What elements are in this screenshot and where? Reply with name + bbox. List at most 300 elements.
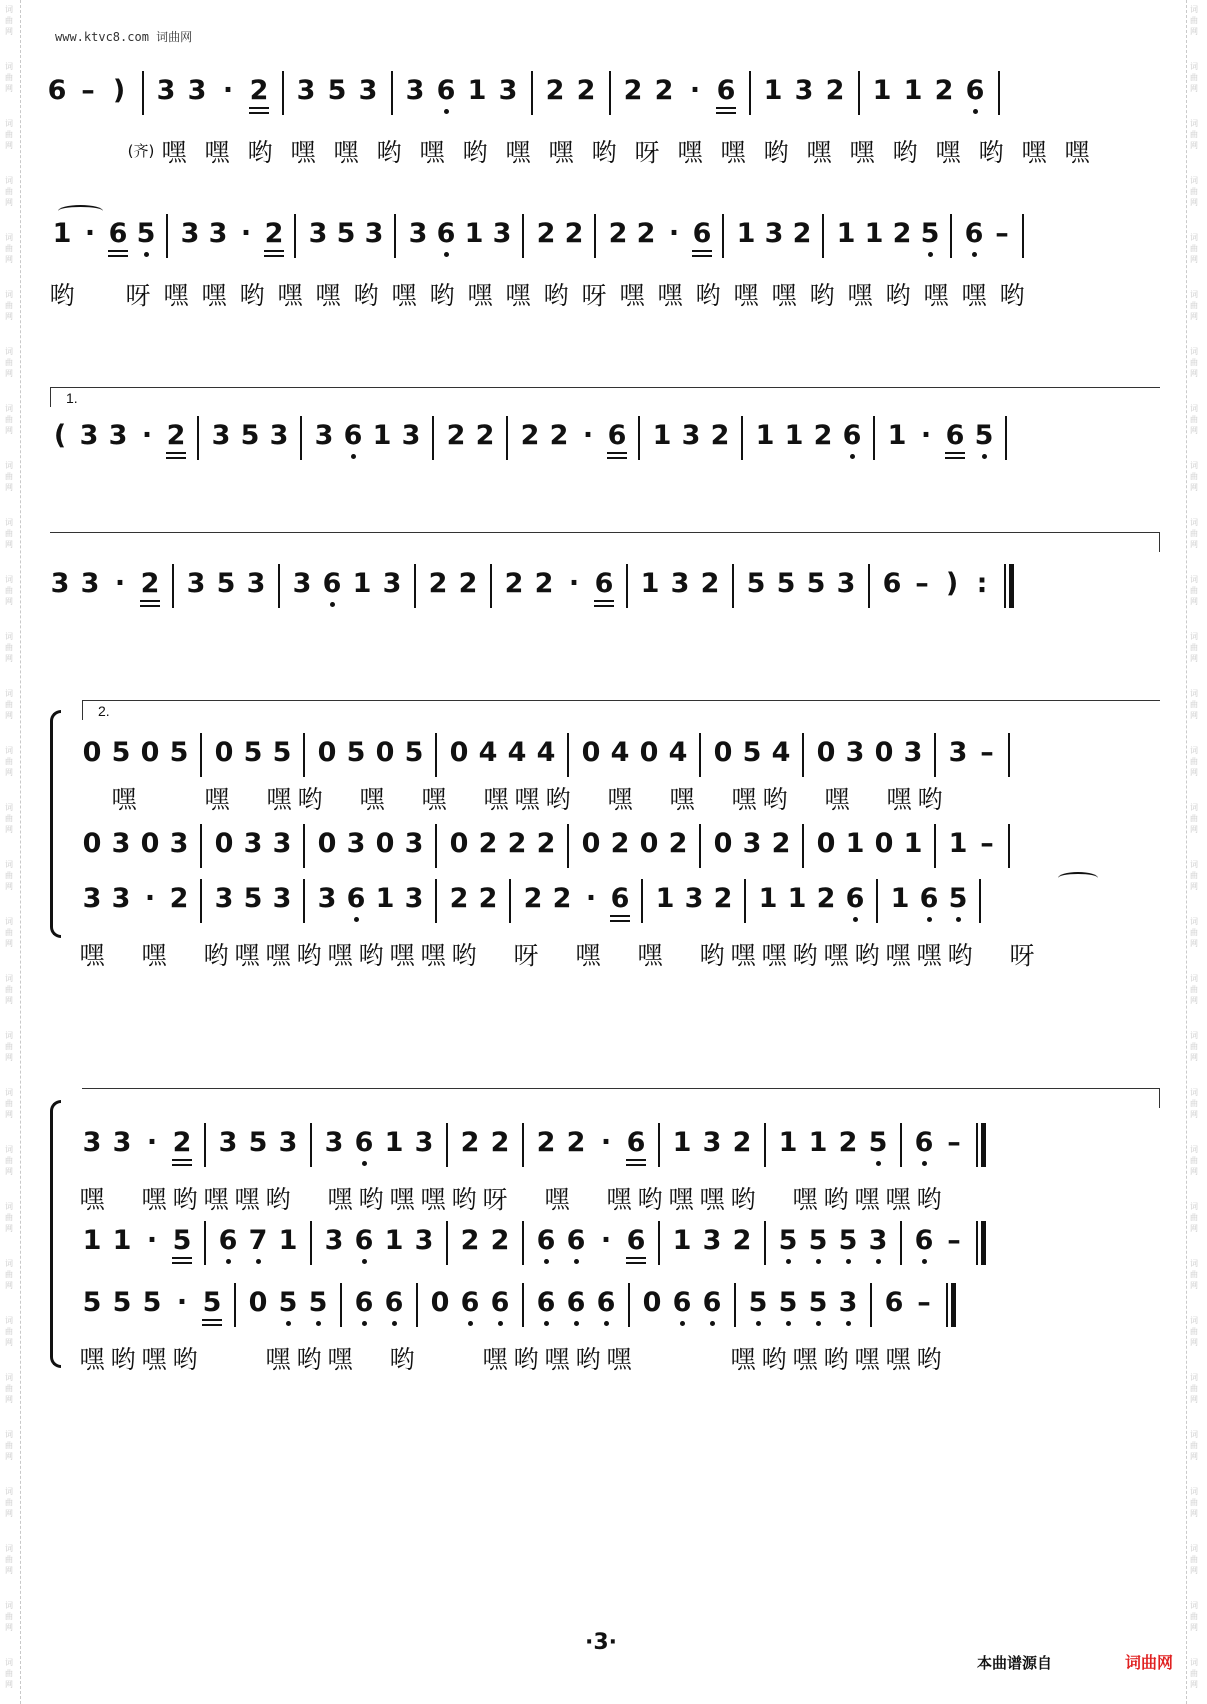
watermark-glyph: 网: [5, 939, 13, 948]
note: 5: [216, 568, 236, 599]
lyric-syllable: 嘿: [792, 1345, 818, 1374]
lyric-syllable: 嘿: [467, 281, 493, 310]
watermark-glyph: 网: [1190, 768, 1198, 777]
barline: [594, 214, 596, 258]
underline: [610, 920, 630, 922]
note: 3: [764, 218, 784, 249]
underline: [716, 107, 736, 109]
low-octave-dot: [144, 252, 149, 257]
lyric-syllable: 嘿: [265, 941, 291, 970]
note: 5: [778, 1225, 798, 1256]
watermark-glyph: 曲: [5, 358, 13, 367]
note: 3: [79, 420, 99, 451]
watermark-glyph: 词: [1190, 461, 1198, 470]
note: 5: [243, 737, 263, 768]
lyric-syllable: 嘿: [482, 1345, 508, 1374]
lyric-syllable: 哟: [203, 941, 229, 970]
barline: [282, 71, 284, 115]
watermark-glyph: 网: [1190, 1566, 1198, 1575]
watermark-glyph: 曲: [1190, 1042, 1198, 1051]
note: 5: [806, 568, 826, 599]
watermark-glyph: 网: [5, 1338, 13, 1347]
volta-bracket: [50, 532, 1160, 533]
watermark-glyph: 曲: [5, 1213, 13, 1222]
lyric-syllable: 哟: [699, 941, 725, 970]
lyric-syllable: 嘿: [730, 941, 756, 970]
note: –: [915, 568, 929, 599]
lyric-syllable: 哟: [451, 1185, 477, 1214]
note: 3: [186, 568, 206, 599]
barline: [641, 879, 643, 923]
low-octave-dot: [362, 1161, 367, 1166]
site-name[interactable]: 词曲网: [156, 30, 193, 44]
note: 1: [903, 828, 923, 859]
watermark-glyph: 网: [5, 141, 13, 150]
watermark-glyph: 网: [5, 711, 13, 720]
note: 2: [520, 420, 540, 451]
watermark-glyph: 网: [1190, 483, 1198, 492]
volta-label: 2.: [98, 703, 110, 719]
note: 3: [296, 75, 316, 106]
watermark-glyph: 曲: [5, 586, 13, 595]
barline: [310, 1221, 312, 1265]
note: 5: [920, 218, 940, 249]
note: 5: [142, 1287, 162, 1318]
lyric-syllable: 嘿: [201, 281, 227, 310]
barline: [416, 1283, 418, 1327]
lyric-syllable: 哟: [513, 1345, 539, 1374]
note: 3: [868, 1225, 888, 1256]
watermark-glyph: 网: [5, 312, 13, 321]
note: 2: [549, 420, 569, 451]
watermark-glyph: 词: [5, 1259, 13, 1268]
note: 6: [702, 1287, 722, 1318]
lyric-syllable: 嘿: [359, 785, 385, 814]
watermark-glyph: 词: [5, 1145, 13, 1154]
watermark-glyph: 网: [1190, 882, 1198, 891]
note: 0: [449, 737, 469, 768]
note: 3: [382, 568, 402, 599]
lyric-syllable: 嘿: [720, 138, 746, 167]
low-octave-dot: [444, 252, 449, 257]
note: 5: [746, 568, 766, 599]
note: 3: [112, 1127, 132, 1158]
volta-bracket-end: [50, 387, 51, 407]
note: 3: [50, 568, 70, 599]
low-octave-dot: [226, 1259, 231, 1264]
note: 1: [672, 1225, 692, 1256]
watermark-glyph: 网: [1190, 141, 1198, 150]
final-barline-thick: [981, 1221, 986, 1265]
watermark-glyph: 曲: [1190, 1213, 1198, 1222]
watermark-glyph: 网: [5, 882, 13, 891]
watermark-glyph: 词: [5, 5, 13, 14]
barline: [303, 879, 305, 923]
low-octave-dot: [444, 109, 449, 114]
watermark-glyph: 网: [5, 426, 13, 435]
lyric-syllable: 嘿: [1064, 138, 1090, 167]
barline: [435, 733, 437, 777]
watermark-glyph: 网: [5, 654, 13, 663]
watermark-glyph: 曲: [1190, 1384, 1198, 1393]
lyric-syllable: 嘿: [935, 138, 961, 167]
lyric-syllable: 嘿: [733, 281, 759, 310]
lyric-syllable: 哟: [591, 138, 617, 167]
barline: [204, 1123, 206, 1167]
note: 3: [401, 420, 421, 451]
note: 3: [317, 883, 337, 914]
barline: [1008, 824, 1010, 868]
lyric-syllable: 嘿: [483, 785, 509, 814]
barline: [934, 824, 936, 868]
lyric-syllable: 哟: [429, 281, 455, 310]
note: 2: [934, 75, 954, 106]
note: 2: [576, 75, 596, 106]
lyric-syllable: 哟: [172, 1345, 198, 1374]
watermark-glyph: 曲: [1190, 928, 1198, 937]
lyric-syllable: 哟: [917, 785, 943, 814]
lyric-syllable: 嘿: [315, 281, 341, 310]
note: –: [947, 1225, 961, 1256]
note: 3: [292, 568, 312, 599]
lyric-syllable: 哟: [854, 941, 880, 970]
lyric-syllable: 嘿: [333, 138, 359, 167]
watermark-glyph: 曲: [1190, 814, 1198, 823]
barline: [658, 1123, 660, 1167]
note: 1: [903, 75, 923, 106]
lyric-syllable: 嘿: [771, 281, 797, 310]
note: ·: [240, 218, 252, 249]
note: 0: [214, 737, 234, 768]
group-mark: (齐): [127, 142, 155, 160]
low-octave-dot: [574, 1321, 579, 1326]
note: 2: [732, 1225, 752, 1256]
barline: [628, 1283, 630, 1327]
note: 0: [317, 828, 337, 859]
note: 3: [903, 737, 923, 768]
final-barline: [976, 1221, 978, 1265]
watermark-glyph: 曲: [1190, 985, 1198, 994]
low-octave-dot: [786, 1259, 791, 1264]
underline: [626, 1164, 646, 1166]
footer-source-label: 本曲谱源自: [977, 1654, 1053, 1672]
note: 3: [408, 218, 428, 249]
watermark-glyph: 网: [1190, 1110, 1198, 1119]
barline: [734, 1283, 736, 1327]
lyric-syllable: 嘿: [420, 941, 446, 970]
note: –: [980, 737, 994, 768]
note: 2: [504, 568, 524, 599]
lyric-syllable: 嘿: [389, 1185, 415, 1214]
watermark-glyph: 词: [1190, 404, 1198, 413]
watermark-glyph: 网: [1190, 312, 1198, 321]
note: 2: [140, 568, 160, 599]
note: –: [81, 75, 95, 106]
note: 2: [458, 568, 478, 599]
note: 1: [787, 883, 807, 914]
note: 3: [278, 1127, 298, 1158]
lyric-syllable: 嘿: [669, 785, 695, 814]
underline: [166, 452, 186, 454]
note: 1: [278, 1225, 298, 1256]
note: ): [945, 568, 959, 599]
note: 5: [748, 1287, 768, 1318]
barline: [522, 1283, 524, 1327]
note: 5: [336, 218, 356, 249]
note: 0: [639, 737, 659, 768]
underline: [716, 112, 736, 114]
underline: [172, 1262, 192, 1264]
barline: [204, 1221, 206, 1265]
note: 3: [80, 568, 100, 599]
watermark-glyph: 词: [1190, 860, 1198, 869]
note: 0: [375, 737, 395, 768]
watermark-glyph: 曲: [5, 1042, 13, 1051]
note: 1: [655, 883, 675, 914]
barline: [873, 416, 875, 460]
lyric-syllable: 嘿: [677, 138, 703, 167]
barline: [609, 71, 611, 115]
note: 2: [428, 568, 448, 599]
barline: [858, 71, 860, 115]
site-header[interactable]: [55, 28, 192, 45]
lyric-syllable: 嘿: [699, 1185, 725, 1214]
note: 6: [845, 883, 865, 914]
lyric-syllable: 嘿: [668, 1185, 694, 1214]
watermark-glyph: 网: [1190, 198, 1198, 207]
watermark-glyph: 网: [1190, 1338, 1198, 1347]
final-barline: [946, 1283, 948, 1327]
low-octave-dot: [351, 454, 356, 459]
lyric-syllable: 呀: [1009, 941, 1035, 970]
watermark-glyph: 网: [1190, 654, 1198, 663]
note: 1: [352, 568, 372, 599]
note: 6: [566, 1287, 586, 1318]
note: 1: [375, 883, 395, 914]
watermark-glyph: 网: [1190, 255, 1198, 264]
note: 2: [507, 828, 527, 859]
watermark-glyph: 曲: [5, 1669, 13, 1678]
watermark-glyph: 词: [1190, 176, 1198, 185]
note: 6: [536, 1225, 556, 1256]
underline: [626, 1159, 646, 1161]
barline: [340, 1283, 342, 1327]
lyric-syllable: 嘿: [806, 138, 832, 167]
note: 3: [314, 420, 334, 451]
watermark-glyph: 曲: [5, 928, 13, 937]
watermark-glyph: 网: [5, 1623, 13, 1632]
watermark-glyph: 曲: [1190, 1099, 1198, 1108]
watermark-glyph: 曲: [1190, 700, 1198, 709]
note: 2: [732, 1127, 752, 1158]
note: ·: [222, 75, 234, 106]
watermark-glyph: 网: [1190, 996, 1198, 1005]
lyric-syllable: 嘿: [619, 281, 645, 310]
lyric-syllable: 哟: [637, 1185, 663, 1214]
lyric-syllable: 哟: [462, 138, 488, 167]
watermark-glyph: 词: [5, 803, 13, 812]
watermark-glyph: 曲: [5, 1270, 13, 1279]
note: 1: [755, 420, 775, 451]
watermark-glyph: 网: [5, 1566, 13, 1575]
watermark-glyph: 词: [5, 347, 13, 356]
underline: [594, 605, 614, 607]
note: 1: [372, 420, 392, 451]
note: 3: [838, 1287, 858, 1318]
note: ·: [568, 568, 580, 599]
watermark-glyph: 词: [1190, 5, 1198, 14]
watermark-glyph: 曲: [5, 301, 13, 310]
lyric-syllable: 哟: [296, 1345, 322, 1374]
note: 5: [404, 737, 424, 768]
watermark-glyph: 网: [5, 1395, 13, 1404]
watermark-glyph: 网: [5, 768, 13, 777]
note: 4: [771, 737, 791, 768]
note: 6: [884, 1287, 904, 1318]
note: 6: [490, 1287, 510, 1318]
watermark-glyph: 曲: [1190, 187, 1198, 196]
watermark-glyph: 词: [5, 974, 13, 983]
watermark-glyph: 曲: [1190, 73, 1198, 82]
low-octave-dot: [710, 1321, 715, 1326]
note: 5: [278, 1287, 298, 1318]
note: 5: [111, 737, 131, 768]
lyric-syllable: 嘿: [203, 1185, 229, 1214]
watermark-glyph: 词: [5, 1088, 13, 1097]
note: 0: [639, 828, 659, 859]
lyric-syllable: 嘿: [161, 138, 187, 167]
lyric-syllable: 嘿: [761, 941, 787, 970]
note: 3: [681, 420, 701, 451]
lyric-syllable: 嘿: [730, 1345, 756, 1374]
note: 2: [792, 218, 812, 249]
note: 3: [948, 737, 968, 768]
note: 1: [872, 75, 892, 106]
watermark-glyph: 词: [1190, 746, 1198, 755]
barline: [876, 879, 878, 923]
note: ·: [689, 75, 701, 106]
barline: [200, 879, 202, 923]
lyric-syllable: 嘿: [606, 1345, 632, 1374]
final-barline-thick: [1009, 564, 1014, 608]
barline: [732, 564, 734, 608]
note: 3: [187, 75, 207, 106]
lyric-syllable: 哟: [172, 1185, 198, 1214]
note: 2: [552, 883, 572, 914]
note: 2: [536, 1127, 556, 1158]
note: 6: [692, 218, 712, 249]
note: 5: [974, 420, 994, 451]
lyric-syllable: 嘿: [234, 1185, 260, 1214]
watermark-glyph: 网: [1190, 1281, 1198, 1290]
watermark-glyph: 词: [1190, 233, 1198, 242]
note: 5: [838, 1225, 858, 1256]
barline: [310, 1123, 312, 1167]
note: 5: [172, 1225, 192, 1256]
note: 5: [240, 420, 260, 451]
watermark-glyph: 词: [5, 632, 13, 641]
note: 3: [82, 1127, 102, 1158]
note: 4: [507, 737, 527, 768]
system-brace: [50, 1100, 61, 1368]
note: –: [995, 218, 1009, 249]
barline: [744, 879, 746, 923]
note: 0: [82, 828, 102, 859]
lyric-syllable: 呀: [581, 281, 607, 310]
note: 5: [243, 883, 263, 914]
watermark-glyph: 词: [5, 1658, 13, 1667]
site-url[interactable]: www.ktvc8.com: [55, 30, 149, 44]
lyric-syllable: 嘿: [141, 1185, 167, 1214]
watermark-glyph: 曲: [1190, 1270, 1198, 1279]
lyric-syllable: 嘿: [854, 1345, 880, 1374]
watermark-glyph: 网: [1190, 1395, 1198, 1404]
low-octave-dot: [316, 1321, 321, 1326]
watermark-glyph: 网: [5, 27, 13, 36]
lyric-syllable: 嘿: [606, 1185, 632, 1214]
lyric-syllable: 嘿: [637, 941, 663, 970]
note: 3: [211, 420, 231, 451]
note: 3: [246, 568, 266, 599]
watermark-glyph: 词: [1190, 1202, 1198, 1211]
low-octave-dot: [922, 1161, 927, 1166]
watermark-glyph: 曲: [1190, 529, 1198, 538]
note: (: [53, 420, 67, 451]
watermark-glyph: 曲: [5, 1156, 13, 1165]
lyric-syllable: 哟: [451, 941, 477, 970]
low-octave-dot: [786, 1321, 791, 1326]
watermark-glyph: 网: [1190, 1053, 1198, 1062]
note: 0: [140, 737, 160, 768]
note: 2: [449, 883, 469, 914]
watermark-glyph: 网: [5, 1281, 13, 1290]
note: 1: [836, 218, 856, 249]
barline: [764, 1123, 766, 1167]
note: 2: [460, 1127, 480, 1158]
watermark-glyph: 网: [1190, 426, 1198, 435]
note: 1: [82, 1225, 102, 1256]
watermark-glyph: 词: [5, 62, 13, 71]
lyric-syllable: 嘿: [854, 1185, 880, 1214]
watermark-glyph: 词: [5, 518, 13, 527]
underline: [202, 1319, 222, 1321]
watermark-glyph: 曲: [1190, 130, 1198, 139]
lyric-syllable: 哟: [247, 138, 273, 167]
note: 2: [564, 218, 584, 249]
watermark-glyph: 曲: [1190, 472, 1198, 481]
note: 0: [581, 828, 601, 859]
note: 5: [136, 218, 156, 249]
footer-site-link[interactable]: 词曲网: [1125, 1653, 1174, 1672]
underline: [166, 457, 186, 459]
barline: [802, 733, 804, 777]
watermark-glyph: 曲: [1190, 757, 1198, 766]
volta-label: 1.: [66, 390, 78, 406]
note: 6: [610, 883, 630, 914]
note: 3: [358, 75, 378, 106]
watermark-glyph: 曲: [5, 1099, 13, 1108]
lyric-syllable: 哟: [110, 1345, 136, 1374]
note: ·: [585, 883, 597, 914]
note: 2: [838, 1127, 858, 1158]
watermark-glyph: 曲: [1190, 1612, 1198, 1621]
low-octave-dot: [468, 1321, 473, 1326]
underline: [626, 1262, 646, 1264]
note: 2: [172, 1127, 192, 1158]
note: 6: [536, 1287, 556, 1318]
note: 0: [248, 1287, 268, 1318]
lyric-syllable: 嘿: [419, 138, 445, 167]
